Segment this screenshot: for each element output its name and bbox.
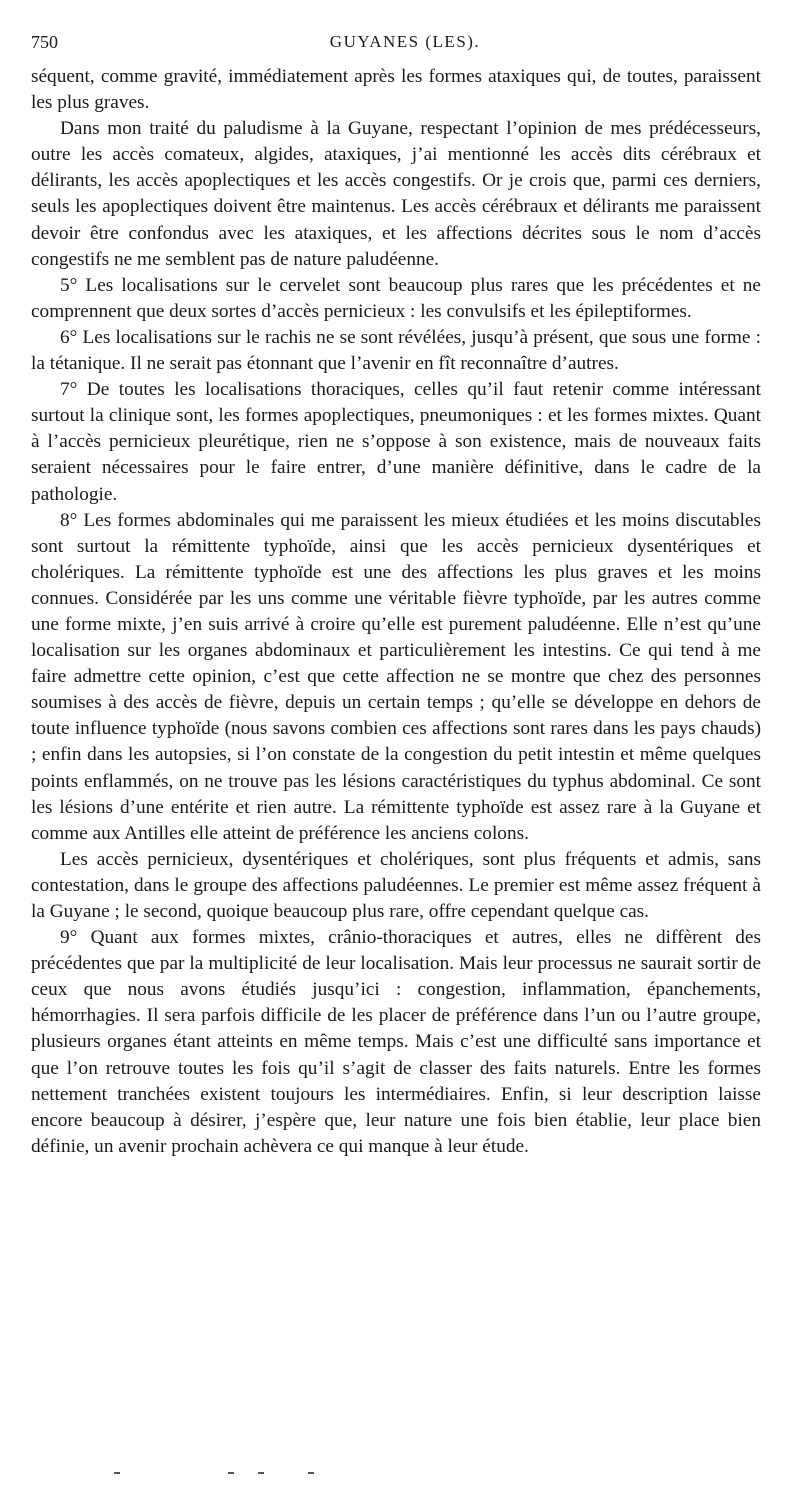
book-page bbox=[31, 28, 761, 1160]
paragraph-5-cervelet: 5° Les localisations sur le cervelet sont beaucoup plus rares que les précédentes et ne comprennent que deux sortes d’accès pernicieux : les convulsifs et les épileptiformes. bbox=[31, 274, 761, 322]
print-mark bbox=[258, 1472, 264, 1474]
page-bottom-marks bbox=[110, 1470, 330, 1476]
body-text bbox=[31, 64, 761, 1160]
running-header bbox=[31, 28, 761, 56]
paragraph-6-rachis: 6° Les localisations sur le rachis ne se sont révélées, jusqu’à présent, que sous une forme : la tétanique. Il ne serait pas étonnant que l’avenir en fît reconnaître d’autres. bbox=[31, 326, 761, 375]
running-title: GUYANES (LES). bbox=[329, 32, 481, 51]
print-mark bbox=[308, 1472, 314, 1474]
page-number: 750 bbox=[31, 32, 58, 52]
paragraph-8-abdominales: 8° Les formes abdominales qui me paraissent les mieux étudiées et les moins discutables sont surtout la rémittente typhoïde, ainsi que les accès pernicieux dysentériques et cholériques. La rémittente typhoïde est une des affections les plus graves et les moins connues. Considérée par les uns comme une véritable fièvre typhoïde, par les autres comme une forme mixte, j’en suis arrivé à croire qu’elle est purement paludéenne. Elle n’est qu’une localisation sur les organes abdominaux et particulièrement les intestins. Ce qui tend à me faire admettre cette opinion, c’est que cette affection ne se montre que chez des personnes soumises à des accès de fièvre, depuis un certain temps ; qu’elle se développe en dehors de toute influence typhoïde (nous savons combien ces affections sont rares dans les pays chauds) ; enfin dans les autopsies, si l’on constate de la congestion du petit intestin et même quelques points enflammés, on ne trouve pas les lésions caractéristiques du typhus abdominal. Ce sont les lésions d’une entérite et rien autre. La rémittente typhoïde est assez rare à la Guyane et comme aux Antilles elle atteint de préférence les anciens colons. bbox=[31, 509, 761, 844]
paragraph-7-thoraciques: 7° De toutes les localisations thoraciques, celles qu’il faut retenir comme intéressant surtout la clinique sont, les formes apoplectiques, pneumoniques : et les formes mixtes. Quant à l’accès pernicieux pleurétique, rien ne s’oppose à son existence, mais de nouveaux faits seraient nécessaires pour le faire entrer, d’une manière définitive, dans le cadre de la pathologie. bbox=[31, 379, 761, 505]
paragraph-continued: séquent, comme gravité, immédiatement après les formes ataxiques qui, de toutes, paraissent les plus graves. bbox=[31, 66, 761, 114]
paragraph-traite-paludisme: Dans mon traité du paludisme à la Guyane, respectant l’opinion de mes prédécesseurs, outre les accès comateux, algides, ataxiques, j’ai mentionné les accès dits cérébraux et délirants, les accès apoplectiques et les accès congestifs. Or je crois que, parmi ces derniers, seuls les apoplectiques doivent être maintenus. Les accès cérébraux et délirants me paraissent devoir être confondus avec les ataxiques, et les affections décrites sous le nom d’accès congestifs ne me semblent pas de nature paludéenne. bbox=[31, 118, 761, 270]
paragraph-9-formes-mixtes: 9° Quant aux formes mixtes, crânio-thoraciques et autres, elles ne diffèrent des précédentes que par la multiplicité de leur localisation. Mais leur processus ne saurait sortir de ceux que nous avons étudiés jusqu’ici : congestion, inflammation, épanchements, hémorrhagies. Il sera parfois difficile de les placer de préférence dans l’un ou l’autre groupe, plusieurs organes étant atteints en même temps. Mais c’est une difficulté sans importance et que l’on retrouve toutes les fois qu’il s’agit de classer des faits naturels. Entre les formes nettement tranchées existent toujours les intermédiaires. Enfin, si leur description laisse encore beaucoup à désirer, j’espère que, leur nature une fois bien établie, leur place bien définie, un avenir prochain achèvera ce qui manque à leur étude. bbox=[31, 927, 761, 1157]
paragraph-acces-pernicieux: Les accès pernicieux, dysentériques et cholériques, sont plus fréquents et admis, sans contestation, dans le groupe des affections paludéennes. Le premier est même assez fréquent à la Guyane ; le second, quoique beaucoup plus rare, offre cependant quelque cas. bbox=[31, 848, 761, 922]
print-mark bbox=[228, 1472, 234, 1474]
print-mark bbox=[114, 1472, 120, 1474]
